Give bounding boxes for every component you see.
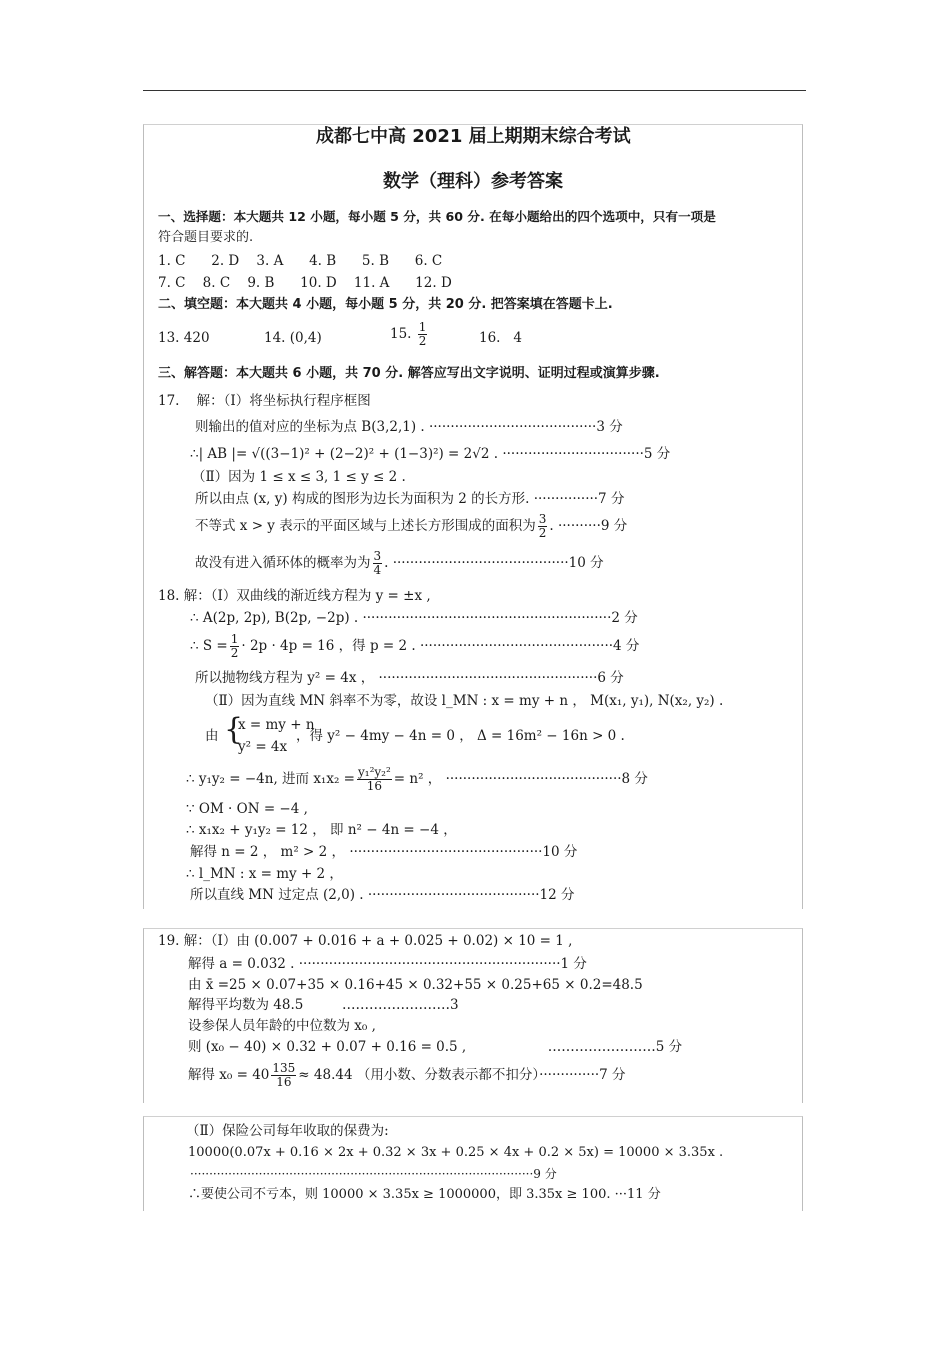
numerator: 3 (373, 549, 382, 563)
q18-line-2: ∴ A(2p, 2p), B(2p, −2p) . ··························································2 分 (190, 610, 638, 626)
fraction (271, 1062, 296, 1089)
q18-line-1: 18. 解：（Ⅰ）双曲线的渐近线方程为 y = ±x , (158, 588, 431, 604)
fraction (538, 513, 548, 540)
q18-line-3-score: · 2p · 4p = 16 ，得 p = 2 . ·············································4 分 (241, 638, 640, 654)
fill-answer-16: 16. 4 (479, 330, 522, 346)
section1-heading: 一、选择题：本大题共 12 小题，每小题 5 分，共 60 分. 在每小题给出的四个选项中，只有一项是 (158, 209, 716, 224)
q19-line-7-score: ≈ 48.44 （用小数、分数表示都不扣分）··············7 分 (298, 1067, 626, 1083)
numerator: y₁²y₂² (357, 765, 391, 779)
section1-heading-cont: 符合题目要求的. (158, 230, 254, 245)
q18-line-7 (186, 766, 648, 793)
top-rule (143, 90, 806, 91)
q18-system-eq-2: y² = 4x (238, 739, 288, 755)
q17-line-4: （Ⅱ）因为 1 ≤ x ≤ 3, 1 ≤ y ≤ 2 . (192, 469, 406, 485)
q17-line-2: 则输出的值对应的坐标为点 B(3,2,1) . ·······································3 分 (195, 419, 623, 435)
numerator: 3 (538, 512, 547, 526)
q18-line-4: 所以抛物线方程为 y² = 4x ， ···················································6 分 (195, 670, 624, 686)
q19b-line-1: （Ⅱ）保险公司每年收取的保费为: (186, 1123, 389, 1139)
q18-line-6-prefix: 由 (205, 728, 219, 744)
q18-line-3-text: ∴ S = (190, 638, 228, 654)
q19-line-5: 设参保人员年龄的中位数为 x₀ , (188, 1018, 376, 1034)
numerator: 135 (272, 1061, 296, 1075)
q17-line-3: ∴| AB |= √((3−1)² + (2−2)² + (1−3)²) = 2√2 . ·································5 分 (190, 446, 671, 462)
fraction (373, 550, 383, 577)
fraction (357, 766, 392, 793)
denominator: 16 (366, 779, 383, 793)
fill-answer-15-label: 15. (390, 326, 412, 342)
denominator: 2 (538, 526, 547, 540)
q18-line-9: ∴ x₁x₂ + y₁y₂ = 12 ， 即 n² − 4n = −4 ， (186, 822, 457, 838)
numerator: 1 (230, 632, 239, 646)
q19-line-2: 解得 a = 0.032 . ·····························································1 分 (188, 956, 587, 972)
q17-line-6-score: . ··········9 分 (549, 518, 628, 534)
fill-answer-15 (390, 321, 429, 348)
q18-line-3 (190, 633, 639, 660)
q17-line-1: 17. 解：（Ⅰ）将坐标执行程序框图 (158, 393, 371, 409)
choice-answers-row2: 7. C 8. C 9. B 10. D 11. A 12. D (158, 275, 452, 291)
q17-line-7-score: . ·········································10 分 (384, 555, 604, 571)
q18-line-7-score: = n² ， ·········································8 分 (393, 771, 648, 787)
exam-title: 成都七中高 2021 届上期期末综合考试 (316, 126, 631, 147)
q19-line-7-text: 解得 x₀ = 40 (188, 1067, 270, 1083)
section2-heading: 二、填空题：本大题共 4 小题，每小题 5 分，共 20 分. 把答案填在答题卡上. (158, 297, 613, 312)
q19-line-7 (188, 1062, 626, 1089)
q17-line-7 (195, 550, 604, 577)
q19-line-6: 则 (x₀ − 40) × 0.32 + 0.07 + 0.16 = 0.5 , ……………………5 分 (188, 1039, 683, 1055)
q18-line-11: ∴ l_MN : x = my + 2 ， (186, 866, 343, 882)
q19b-line-3: ··························································································9 分 (190, 1167, 557, 1181)
section3-heading: 三、解答题：本大题共 6 小题，共 70 分. 解答应写出文字说明、证明过程或演算步骤. (158, 366, 660, 381)
q17-line-6-text: 不等式 x > y 表示的平面区域与上述长方形围成的面积为 (195, 518, 536, 534)
q19b-line-4: ∴要使公司不亏本，则 10000 × 3.35x ≥ 1000000，即 3.35x ≥ 100. ···11 分 (188, 1187, 661, 1202)
q19-line-3: 由 x̄ =25 × 0.07+35 × 0.16+45 × 0.32+55 × 0.25+65 × 0.2=48.5 (188, 977, 643, 993)
q18-line-10: 解得 n = 2 ， m² > 2 ， ·············································10 分 (190, 844, 578, 860)
q17-line-6 (195, 513, 627, 540)
denominator: 2 (230, 646, 239, 660)
denominator: 16 (276, 1075, 292, 1089)
denominator: 4 (373, 563, 382, 577)
fraction (418, 321, 428, 348)
fraction (230, 633, 240, 660)
q18-line-12: 所以直线 MN 过定点 (2,0) . ········································12 分 (190, 887, 575, 903)
system-brace: { (224, 712, 244, 747)
q18-line-8: ∵ OM · ON = −4 , (186, 801, 308, 817)
q18-line-6: ，得 y² − 4my − 4n = 0 ， Δ = 16m² − 16n > 0 . (296, 728, 625, 744)
fill-answer-13: 13. 420 (158, 330, 210, 346)
denominator: 2 (418, 334, 427, 348)
exam-subtitle: 数学（理科）参考答案 (383, 171, 563, 192)
q18-system-eq-1: x = my + n (238, 717, 315, 733)
q17-line-7-text: 故没有进入循环体的概率为为 (195, 555, 371, 571)
numerator: 1 (418, 320, 427, 334)
q18-line-7-text: ∴ y₁y₂ = −4n, 进而 x₁x₂ = (186, 771, 355, 787)
fill-answer-14: 14. (0,4) (264, 330, 322, 346)
q19-line-4: 解得平均数为 48.5 ……………………3 (188, 997, 459, 1013)
choice-answers-row1: 1. C 2. D 3. A 4. B 5. B 6. C (158, 253, 443, 269)
q19-line-1: 19. 解：（Ⅰ）由 (0.007 + 0.016 + a + 0.025 + 0.02) × 10 = 1 , (158, 933, 573, 949)
q17-line-5: 所以由点 (x, y) 构成的图形为边长为面积为 2 的长方形. ···············7 分 (195, 491, 625, 507)
q19b-line-2: 10000(0.07x + 0.16 × 2x + 0.32 × 3x + 0.25 × 4x + 0.2 × 5x) = 10000 × 3.35x . (188, 1145, 724, 1160)
q18-line-5: （Ⅱ）因为直线 MN 斜率不为零，故设 l_MN : x = my + n ， M(x₁, y₁), N(x₂, y₂) . (205, 693, 724, 709)
